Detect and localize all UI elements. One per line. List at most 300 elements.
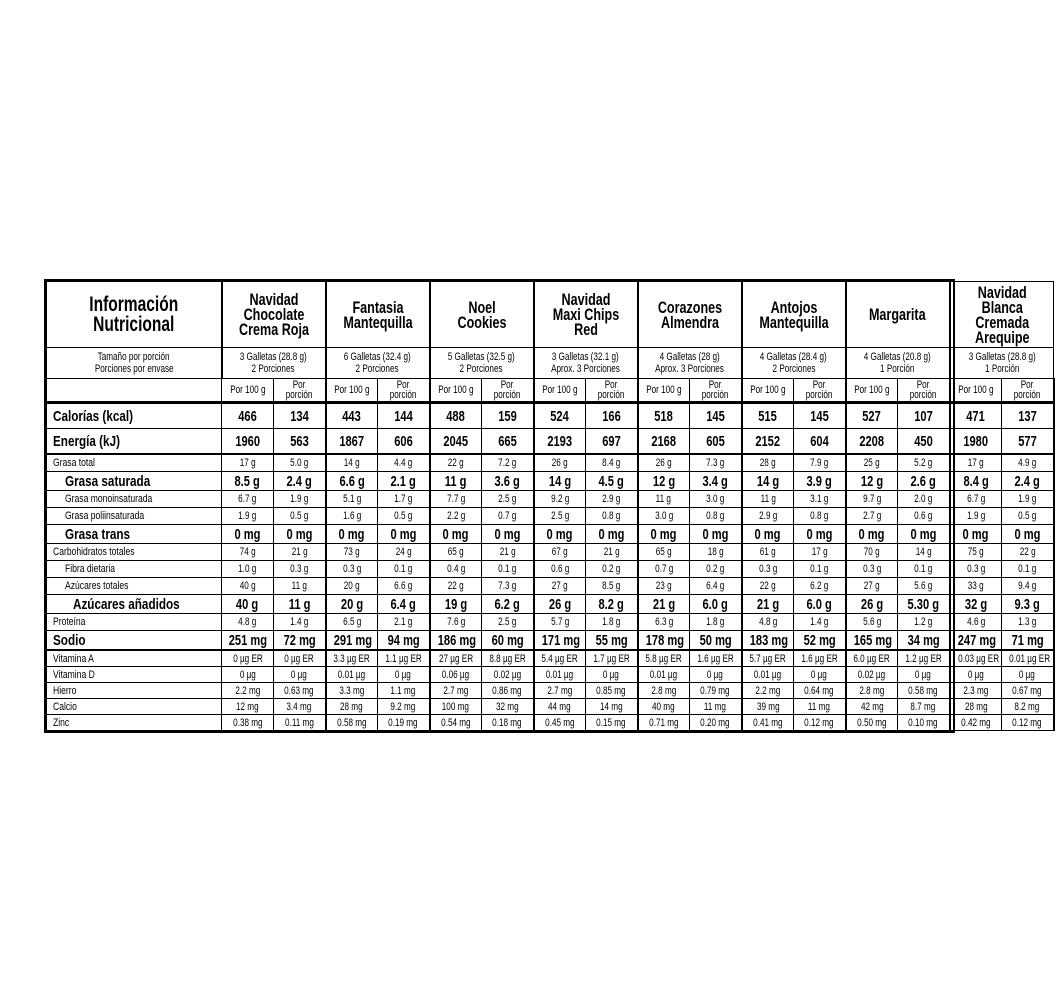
nutrient-value — [638, 472, 690, 491]
nutrient-value — [690, 683, 742, 699]
value-text: 0.5 g — [394, 510, 413, 522]
nutrient-value — [638, 631, 690, 651]
value-text: 9.7 g — [862, 493, 881, 505]
value-text: 0 µg — [291, 668, 308, 681]
nutrient-label — [47, 699, 222, 715]
nutrient-row — [47, 715, 1054, 731]
value-text: 1.1 µg ER — [385, 652, 422, 665]
nutrient-value — [378, 595, 430, 614]
value-text: 0.01 µg — [546, 668, 574, 681]
serving-size: 4 Galletas (28.4 g) — [760, 351, 828, 363]
value-text: 14 g — [343, 457, 360, 469]
per-portion-header — [482, 379, 534, 403]
nutrient-value — [482, 631, 534, 651]
nutrient-value — [222, 614, 274, 631]
nutrient-value — [794, 715, 846, 731]
value-text: 50 mg — [699, 631, 732, 649]
nutrient-value — [638, 650, 690, 667]
nutrient-value — [950, 667, 1002, 683]
value-text: 28 mg — [964, 700, 988, 713]
value-text: 94 mg — [387, 631, 420, 649]
value-text: 6.4 g — [706, 580, 725, 592]
nutrient-value — [638, 491, 690, 508]
per-100g-label: Por 100 g — [646, 384, 682, 396]
nutrient-value — [742, 472, 794, 491]
value-text: 6.0 µg ER — [853, 652, 890, 665]
nutrient-value — [378, 561, 430, 578]
value-text: 17 g — [811, 546, 828, 558]
value-text: 605 — [706, 432, 725, 450]
value-text: 606 — [393, 432, 413, 450]
value-text: 2.2 g — [446, 510, 465, 522]
value-text: 22 g — [447, 580, 464, 592]
value-text: 0 µg — [707, 668, 724, 681]
value-text: 697 — [602, 432, 621, 450]
nutrient-value — [430, 429, 482, 455]
nutrient-value — [274, 715, 326, 731]
value-text: 488 — [446, 407, 466, 425]
nutrient-value — [534, 595, 586, 614]
value-text: 42 mg — [860, 700, 884, 713]
nutrient-value — [898, 650, 950, 667]
nutrient-value — [274, 544, 326, 561]
value-text: 4.8 g — [238, 616, 257, 628]
value-text: 7.2 g — [498, 457, 517, 469]
value-text: 6.0 g — [806, 595, 832, 613]
nutrient-value — [638, 508, 690, 525]
value-text: 2152 — [755, 432, 781, 450]
nutrient-value — [430, 454, 482, 472]
nutrient-value — [950, 491, 1002, 508]
per-100g-header — [742, 379, 794, 403]
value-text: 0.1 g — [394, 563, 413, 575]
value-text: 8.2 mg — [1014, 700, 1040, 713]
nutrient-name: Sodio — [53, 631, 86, 649]
nutrient-value — [742, 508, 794, 525]
value-text: 0 µg ER — [232, 652, 263, 665]
value-text: 0.1 g — [498, 563, 517, 575]
nutrient-value — [534, 429, 586, 455]
table-title-cell — [47, 282, 222, 348]
value-text: 6.5 g — [342, 616, 361, 628]
value-text: 0.3 g — [758, 563, 777, 575]
nutrient-value — [534, 491, 586, 508]
nutrient-value — [534, 667, 586, 683]
nutrient-value — [222, 454, 274, 472]
per-portion-header — [794, 379, 846, 403]
nutrient-value — [638, 667, 690, 683]
nutrient-name: Calorías (kcal) — [53, 407, 133, 425]
value-text: 0.3 g — [342, 563, 361, 575]
value-text: 0 µg — [967, 668, 984, 681]
value-text: 0.20 mg — [700, 716, 730, 729]
value-text: 5.7 g — [550, 616, 569, 628]
value-text: 1.3 g — [1018, 616, 1037, 628]
value-text: 61 g — [759, 546, 776, 558]
nutrient-value — [794, 683, 846, 699]
nutrient-value — [846, 650, 898, 667]
value-text: 1980 — [963, 432, 989, 450]
nutrient-value — [222, 508, 274, 525]
value-text: 0.3 g — [862, 563, 881, 575]
nutrient-value — [482, 561, 534, 578]
value-text: 0.6 g — [914, 510, 933, 522]
nutrient-value — [482, 454, 534, 472]
nutrient-value — [794, 595, 846, 614]
column-units-row — [47, 379, 1054, 403]
nutrient-value — [482, 491, 534, 508]
value-text: 27 µg ER — [438, 652, 473, 665]
value-text: 0.02 µg — [493, 668, 521, 681]
header-row — [47, 282, 1054, 348]
nutrient-value — [274, 631, 326, 651]
nutrient-value — [950, 631, 1002, 651]
serving-info — [846, 348, 950, 379]
value-text: 0.42 mg — [961, 716, 991, 729]
nutrient-value — [794, 561, 846, 578]
nutrient-value — [430, 667, 482, 683]
nutrient-label — [47, 472, 222, 491]
value-text: 134 — [289, 407, 309, 425]
value-text: 28 g — [759, 457, 776, 469]
nutrient-value — [638, 544, 690, 561]
nutrient-value — [326, 454, 378, 472]
value-text: 1.9 g — [966, 510, 985, 522]
nutrient-value — [794, 454, 846, 472]
value-text: 21 g — [603, 546, 620, 558]
nutrient-name: Azúcares añadidos — [73, 595, 180, 613]
nutrient-value — [794, 578, 846, 595]
value-text: 1.4 g — [810, 616, 829, 628]
nutrient-value — [586, 429, 638, 455]
value-text: 1.2 µg ER — [905, 652, 942, 665]
nutrient-value — [690, 614, 742, 631]
nutrient-value — [274, 525, 326, 544]
serving-size-label: Tamaño por porción — [97, 351, 170, 363]
value-text: 518 — [654, 407, 674, 425]
value-text: 65 g — [447, 546, 464, 558]
nutrient-value — [742, 595, 794, 614]
nutrient-value — [638, 429, 690, 455]
value-text: 0.4 g — [446, 563, 465, 575]
nutrient-row — [47, 614, 1054, 631]
nutrient-value — [274, 454, 326, 472]
nutrient-value — [586, 403, 638, 429]
nutrient-name: Grasa total — [53, 457, 95, 469]
nutrient-value — [638, 595, 690, 614]
value-text: 11 g — [656, 493, 672, 505]
value-text: 0.67 mg — [1012, 684, 1043, 697]
value-text: 0.8 g — [706, 510, 725, 522]
value-text: 0.1 g — [1018, 563, 1037, 575]
nutrient-value — [274, 429, 326, 455]
value-text: 8.7 mg — [910, 700, 936, 713]
nutrient-value — [430, 683, 482, 699]
serving-size: 3 Galletas (32.1 g) — [552, 351, 620, 363]
value-text: 20 g — [340, 595, 363, 613]
nutrient-value — [638, 614, 690, 631]
value-text: 0.01 µg — [338, 668, 366, 681]
product-name: Navidad Blanca Cremada Arequipe — [974, 282, 1030, 347]
nutrient-value — [742, 525, 794, 544]
nutrient-value — [534, 403, 586, 429]
serving-size: 3 Galletas (28.8 g) — [240, 351, 307, 363]
product-name: Navidad Maxi Chips Red — [552, 290, 619, 339]
nutrient-value — [950, 561, 1002, 578]
value-text: 1.6 µg ER — [697, 652, 734, 665]
value-text: 6.4 g — [390, 595, 416, 613]
table-title: Información Nutricional — [89, 292, 179, 336]
nutrient-value — [482, 595, 534, 614]
per-portion-header — [690, 379, 742, 403]
per-portion-header — [1002, 379, 1054, 403]
value-text: 0.2 g — [602, 563, 621, 575]
nutrient-value — [586, 650, 638, 667]
value-text: 0 mg — [962, 525, 989, 543]
nutrient-value — [378, 508, 430, 525]
value-text: 0.02 µg — [858, 668, 886, 681]
nutrient-value — [950, 683, 1002, 699]
per-portion-label: Por porción — [805, 379, 833, 401]
nutrient-label — [47, 631, 222, 651]
nutrient-value — [690, 715, 742, 731]
value-text: 11 g — [444, 472, 467, 490]
value-text: 32 g — [964, 595, 987, 613]
value-text: 5.2 g — [914, 457, 933, 469]
value-text: 466 — [238, 407, 257, 425]
nutrient-value — [586, 683, 638, 699]
value-text: 21 g — [499, 546, 516, 558]
per-100g-label: Por 100 g — [750, 384, 786, 396]
value-text: 6.2 g — [810, 580, 829, 592]
value-text: 0 mg — [598, 525, 625, 543]
value-text: 0 mg — [806, 525, 833, 543]
nutrient-value — [586, 561, 638, 578]
nutrient-value — [846, 429, 898, 455]
nutrient-row — [47, 525, 1054, 544]
per-100g-header — [638, 379, 690, 403]
nutrient-value — [794, 650, 846, 667]
nutrient-value — [950, 508, 1002, 525]
value-text: 3.4 mg — [286, 700, 312, 713]
value-text: 0.7 g — [654, 563, 673, 575]
value-text: 11 g — [288, 595, 311, 613]
value-text: 4.4 g — [394, 457, 413, 469]
value-text: 1.9 g — [1018, 493, 1037, 505]
nutrient-value — [222, 403, 274, 429]
servings-per-container-label: Porciones por envase — [94, 363, 174, 375]
nutrient-value — [534, 508, 586, 525]
value-text: 23 g — [655, 580, 672, 592]
nutrient-value — [482, 544, 534, 561]
nutrient-value — [326, 578, 378, 595]
nutrient-value — [378, 614, 430, 631]
value-text: 0 µg — [395, 668, 412, 681]
nutrient-name: Grasa monoinsaturada — [65, 493, 153, 505]
value-text: 0 mg — [1014, 525, 1041, 543]
value-text: 8.5 g — [234, 472, 261, 490]
value-text: 0.85 mg — [596, 684, 626, 697]
nutrient-value — [274, 578, 326, 595]
nutrient-name: Proteína — [53, 616, 86, 628]
nutrient-label — [47, 544, 222, 561]
nutrient-row — [47, 595, 1054, 614]
value-text: 1.7 g — [394, 493, 413, 505]
value-text: 2.3 mg — [963, 684, 989, 697]
nutrient-value — [690, 544, 742, 561]
nutrient-value — [950, 614, 1002, 631]
nutrient-value — [794, 508, 846, 525]
nutrient-row — [47, 544, 1054, 561]
value-text: 1960 — [235, 432, 260, 450]
nutrient-row — [47, 561, 1054, 578]
value-text: 1.1 mg — [390, 684, 416, 697]
servings-per-container: 2 Porciones — [252, 363, 295, 375]
nutrient-value — [326, 561, 378, 578]
value-text: 34 mg — [907, 631, 940, 649]
servings-per-container: 2 Porciones — [356, 363, 399, 375]
value-text: 0.50 mg — [857, 716, 887, 729]
nutrient-name: Energía (kJ) — [53, 432, 120, 450]
value-text: 0.01 µg — [754, 668, 782, 681]
value-text: 251 mg — [228, 631, 267, 649]
value-text: 0.12 mg — [1012, 716, 1043, 729]
nutrient-value — [222, 595, 274, 614]
value-text: 0 µg — [915, 668, 932, 681]
nutrient-value — [1002, 544, 1054, 561]
nutrient-value — [898, 491, 950, 508]
per-100g-label: Por 100 g — [542, 384, 578, 396]
value-text: 14 mg — [599, 700, 623, 713]
nutrient-value — [1002, 508, 1054, 525]
nutrient-name: Vitamina A — [53, 652, 94, 665]
product-name: Antojos Mantequilla — [758, 297, 829, 332]
nutrient-value — [846, 544, 898, 561]
value-text: 0.01 µg ER — [1009, 652, 1051, 665]
nutrient-value — [950, 544, 1002, 561]
nutrient-value — [898, 699, 950, 715]
value-text: 2045 — [443, 432, 469, 450]
nutrient-value — [742, 561, 794, 578]
value-text: 5.1 g — [342, 493, 361, 505]
nutrient-row — [47, 699, 1054, 715]
nutrient-value — [1002, 403, 1054, 429]
nutrient-value — [222, 429, 274, 455]
value-text: 145 — [706, 407, 725, 425]
value-text: 2.8 mg — [651, 684, 677, 697]
value-text: 0.41 mg — [753, 716, 783, 729]
value-text: 2.1 g — [390, 472, 416, 490]
value-text: 0.03 µg ER — [957, 652, 999, 665]
value-text: 0.8 g — [602, 510, 621, 522]
nutrition-facts-panel — [44, 279, 1051, 733]
blank-cell — [47, 379, 222, 403]
value-text: 0 mg — [702, 525, 729, 543]
value-text: 22 g — [447, 457, 464, 469]
nutrient-value — [274, 667, 326, 683]
nutrient-row — [47, 578, 1054, 595]
nutrient-value — [482, 650, 534, 667]
value-text: 2.4 g — [1014, 472, 1040, 490]
nutrient-row — [47, 491, 1054, 508]
servings-per-container: 2 Porciones — [460, 363, 504, 375]
nutrient-value — [1002, 650, 1054, 667]
serving-info — [430, 348, 534, 379]
nutrient-value — [950, 578, 1002, 595]
nutrient-value — [950, 715, 1002, 731]
value-text: 17 g — [967, 457, 984, 469]
value-text: 0 mg — [546, 525, 573, 543]
value-text: 0.6 g — [550, 563, 569, 575]
nutrient-value — [898, 578, 950, 595]
value-text: 3.3 µg ER — [333, 652, 370, 665]
value-text: 0.58 mg — [908, 684, 939, 697]
value-text: 2.7 g — [862, 510, 881, 522]
per-100g-header — [326, 379, 378, 403]
nutrient-value — [430, 715, 482, 731]
nutrient-value — [586, 491, 638, 508]
value-text: 1.8 g — [602, 616, 621, 628]
nutrient-name: Vitamina D — [53, 668, 95, 681]
serving-size: 6 Galletas (32.4 g) — [344, 351, 411, 363]
nutrient-value — [898, 614, 950, 631]
value-text: 0.71 mg — [649, 716, 679, 729]
value-text: 2.5 g — [498, 493, 517, 505]
value-text: 0.64 mg — [804, 684, 835, 697]
value-text: 8.8 µg ER — [489, 652, 526, 665]
nutrient-value — [950, 650, 1002, 667]
value-text: 137 — [1018, 407, 1037, 425]
value-text: 11 g — [760, 493, 776, 505]
nutrient-value — [430, 472, 482, 491]
nutrient-value — [326, 491, 378, 508]
value-text: 55 mg — [595, 631, 628, 649]
value-text: 0.19 mg — [388, 716, 418, 729]
value-text: 11 mg — [704, 700, 727, 713]
value-text: 27 g — [551, 580, 568, 592]
value-text: 7.7 g — [446, 493, 465, 505]
nutrient-value — [898, 595, 950, 614]
value-text: 0.86 mg — [492, 684, 522, 697]
value-text: 5.4 µg ER — [541, 652, 578, 665]
value-text: 9.4 g — [1018, 580, 1037, 592]
nutrient-value — [222, 667, 274, 683]
nutrient-value — [690, 595, 742, 614]
value-text: 0.38 mg — [232, 716, 263, 729]
nutrient-value — [326, 683, 378, 699]
value-text: 4.6 g — [966, 616, 985, 628]
value-text: 14 g — [915, 546, 932, 558]
value-text: 19 g — [444, 595, 467, 613]
nutrient-value — [898, 667, 950, 683]
nutrient-value — [430, 403, 482, 429]
nutrient-value — [898, 508, 950, 525]
nutrient-value — [690, 667, 742, 683]
nutrient-value — [586, 631, 638, 651]
value-text: 0.1 g — [810, 563, 829, 575]
nutrient-value — [794, 544, 846, 561]
nutrient-value — [1002, 595, 1054, 614]
nutrient-value — [898, 715, 950, 731]
value-text: 71 mg — [1011, 631, 1044, 649]
value-text: 4.5 g — [598, 472, 624, 490]
nutrient-value — [846, 403, 898, 429]
nutrient-value — [430, 525, 482, 544]
nutrient-value — [794, 699, 846, 715]
value-text: 3.3 mg — [339, 684, 365, 697]
value-text: 0 mg — [910, 525, 937, 543]
serving-info — [534, 348, 638, 379]
